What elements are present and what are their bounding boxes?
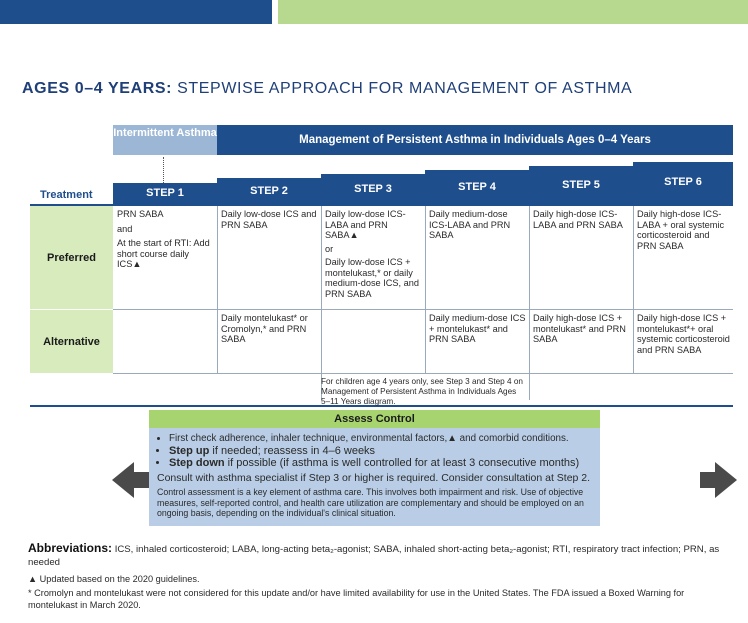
arrow-tail [134, 472, 150, 488]
grid-line [113, 373, 733, 374]
step-up-text: if needed; reassess in 4–6 weeks [212, 445, 376, 457]
alternative-step2-cell [217, 310, 321, 345]
assess-bullet: • First check adherence, inhaler technique, environmental factors,▲ and comorbid conditions. [169, 433, 592, 445]
cell-line: Daily high-dose ICS-LABA + oral systemic corticosteroid and PRN SABA [637, 209, 725, 251]
title-rest: STEPWISE APPROACH FOR MANAGEMENT OF ASTHMA [177, 80, 633, 97]
cell-line: Daily high-dose ICS + montelukast*+ oral systemic corticosteroid and PRN SABA [637, 313, 730, 355]
abbreviations [28, 542, 728, 569]
step-6-header: STEP 6 [633, 162, 733, 204]
assess-control-header: Assess Control [149, 410, 600, 428]
preferred-step3-cell [321, 206, 425, 299]
cell-line: Daily low-dose ICS + montelukast,* or daily medium-dose ICS, and PRN SABA [325, 257, 419, 299]
alternative-row-label: Alternative [30, 310, 113, 373]
step-up-arrow-icon [715, 462, 737, 498]
cell-line: or [325, 243, 334, 254]
cell-line: Daily medium-dose ICS-LABA and PRN SABA [429, 209, 511, 240]
step-3-header: STEP 3 [321, 174, 425, 204]
preferred-step4-cell [425, 206, 529, 241]
step-down-arrow-icon [112, 462, 134, 498]
step-4-header: STEP 4 [425, 170, 529, 204]
cell-line: Daily high-dose ICS + montelukast* and PRN SABA [533, 313, 626, 344]
control-text: Control assessment is a key element of asthma care. This involves both impairment and risk. Use of objective measures, self-reported control, and health care utilization are complementary and should be employed on an ongoing basis, depending on the individual's clinical situation. [157, 487, 584, 518]
top-bar-green [278, 0, 748, 24]
cell-line: At the start of RTI: Add short course daily ICS▲ [117, 238, 210, 269]
step-2-header: STEP 2 [217, 178, 321, 204]
arrow-tail [700, 472, 716, 488]
updated-note: ▲ Updated based on the 2020 guidelines. [28, 574, 200, 584]
assess-list [157, 433, 592, 469]
cell-line: Daily montelukast* or Cromolyn,* and PRN SABA [221, 313, 308, 344]
assess-bullet [169, 445, 592, 457]
assess-control-panel [149, 428, 600, 526]
children-note: For children age 4 years only, see Step 3 and Step 4 on Management of Persistent Asthma in Individuals Ages 5–11 Years diagram. [321, 377, 523, 406]
preferred-step2-cell [217, 206, 321, 230]
preferred-row-label: Preferred [30, 206, 113, 309]
treatment-label: Treatment [40, 189, 93, 201]
cell-line: Daily medium-dose ICS + montelukast* and PRN SABA [429, 313, 526, 344]
cromolyn-note: * Cromolyn and montelukast were not considered for this update and/or have limited availability for use in the United States. The FDA issued a Boxed Warning for montelukast in March 2020. [28, 588, 685, 610]
cell-line: Daily low-dose ICS-LABA and PRN SABA▲ [325, 209, 406, 240]
cell-line: Daily low-dose ICS and PRN SABA [221, 209, 317, 230]
cell-line: Daily high-dose ICS-LABA and PRN SABA [533, 209, 623, 230]
cell-line: and [117, 223, 133, 234]
step-down-label: Step down [169, 457, 225, 469]
cell-line: PRN SABA [117, 209, 164, 219]
alternative-step4-cell [425, 310, 529, 345]
intermittent-header: Intermittent Asthma [113, 125, 217, 155]
preferred-step5-cell [529, 206, 633, 230]
preferred-step1-cell [113, 206, 217, 270]
alternative-step6-cell [633, 310, 733, 355]
abbreviations-label: Abbreviations: [28, 541, 113, 555]
grid-line [529, 206, 530, 400]
grid-line [217, 206, 218, 373]
dotted-connector [163, 157, 164, 183]
consult-text: Consult with asthma specialist if Step 3 or higher is required. Consider consultation at Step 2. [157, 472, 591, 484]
step-5-header: STEP 5 [529, 166, 633, 204]
abbreviations-text: ICS, inhaled corticosteroid; LABA, long-acting beta₂-agonist; SABA, inhaled short-acting beta₂-agonist; RTI, respiratory tract infection; PRN, as needed [28, 544, 720, 568]
preferred-step6-cell [633, 206, 733, 251]
title-bold: AGES 0–4 YEARS: [22, 80, 173, 97]
persistent-header: Management of Persistent Asthma in Individuals Ages 0–4 Years [217, 125, 733, 155]
top-bar-blue [0, 0, 272, 24]
step-1-header: STEP 1 [113, 183, 217, 204]
step-down-text: if possible (if asthma is well controlled for at least 3 consecutive months) [227, 457, 580, 469]
alternative-step5-cell [529, 310, 633, 345]
assess-bullet [169, 457, 592, 469]
page-title [22, 80, 632, 98]
step-up-label: Step up [169, 445, 210, 457]
